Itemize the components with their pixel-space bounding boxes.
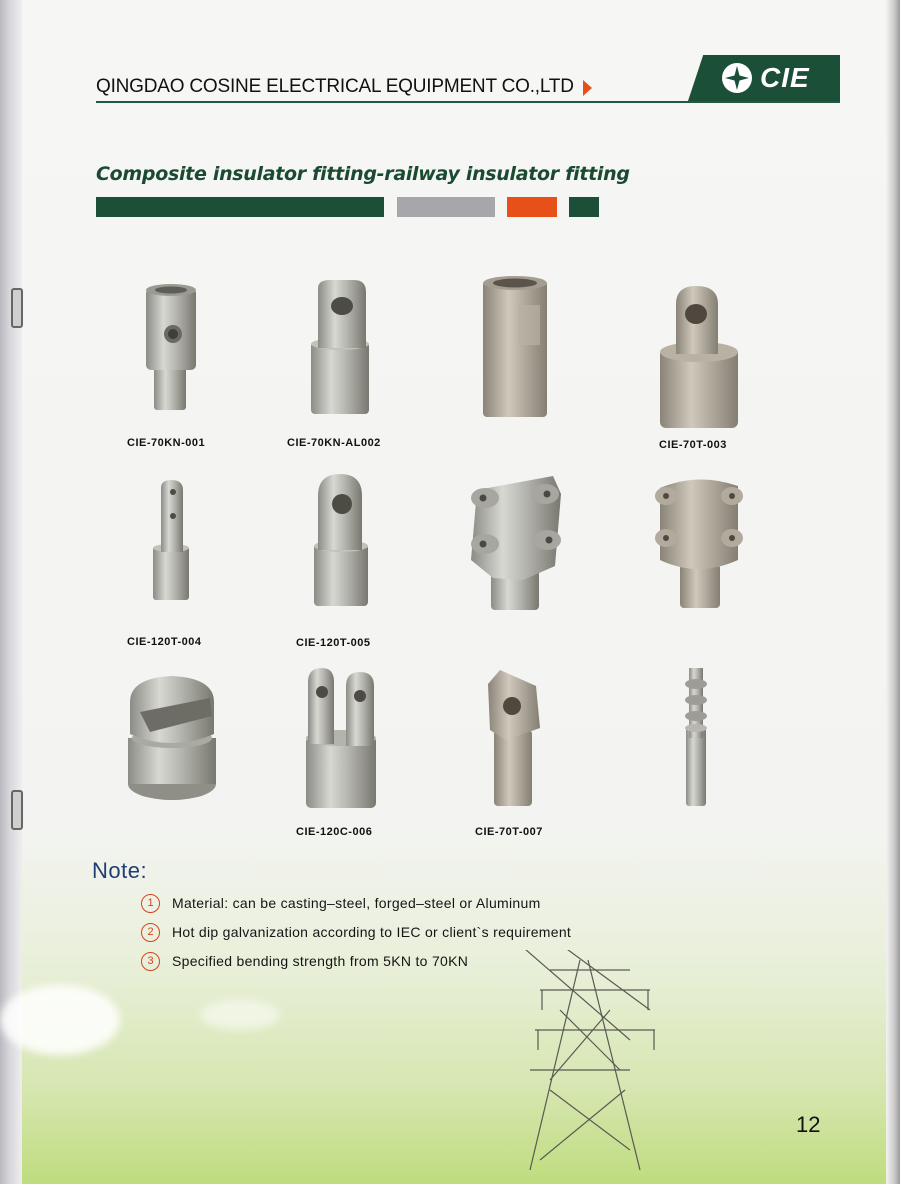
product-code: CIE-120C-006 xyxy=(296,826,373,838)
title-bar-gray xyxy=(397,197,495,217)
company-name: QINGDAO COSINE ELECTRICAL EQUIPMENT CO.,LTD xyxy=(96,76,574,97)
product-code: CIE-70KN-001 xyxy=(127,437,206,449)
circled-number-icon: 2 xyxy=(141,923,160,942)
staple-icon xyxy=(11,288,23,328)
arrow-icon xyxy=(583,80,592,96)
threaded-sleeve-icon xyxy=(480,275,550,421)
flat-tongue-fitting-icon xyxy=(151,478,191,602)
product-code: CIE-70T-003 xyxy=(659,439,727,451)
clevis-fork-icon xyxy=(302,666,378,810)
page-number: 12 xyxy=(796,1112,821,1137)
double-flange-fitting-icon xyxy=(463,470,565,612)
compass-star-icon xyxy=(722,63,752,93)
clevis-sleeve-icon xyxy=(140,282,204,412)
cloud-decoration xyxy=(200,1000,280,1030)
note-item: Material: can be casting–steel, forged–steel or Aluminum xyxy=(172,895,541,911)
product-code: CIE-120T-004 xyxy=(127,636,202,648)
product-code: CIE-120T-005 xyxy=(296,637,371,649)
cloud-decoration xyxy=(0,985,120,1055)
circled-number-icon: 1 xyxy=(141,894,160,913)
transmission-tower-icon xyxy=(480,950,680,1175)
eye-tongue-fitting-icon xyxy=(310,472,372,608)
product-code: CIE-70KN-AL002 xyxy=(287,437,381,449)
logo-text: CIE xyxy=(760,62,810,93)
slotted-cap-icon xyxy=(126,672,218,802)
circled-number-icon: 3 xyxy=(141,952,160,971)
eye-tongue-fitting-icon xyxy=(306,278,372,416)
eye-cap-fitting-icon xyxy=(656,282,742,432)
note-title: Note: xyxy=(92,858,148,883)
staple-icon xyxy=(11,790,23,830)
header-divider xyxy=(96,101,840,103)
page-edge xyxy=(886,0,900,1184)
title-bar-green xyxy=(96,197,384,217)
note-item: Hot dip galvanization according to IEC or client`s requirement xyxy=(172,924,572,940)
grooved-rod-icon xyxy=(681,666,711,808)
product-code: CIE-70T-007 xyxy=(475,826,543,838)
title-bar-orange xyxy=(507,197,557,217)
double-flange-fitting-icon xyxy=(652,472,744,610)
note-item: Specified bending strength from 5KN to 70KN xyxy=(172,953,469,969)
angled-tongue-fitting-icon xyxy=(486,668,542,808)
section-title: Composite insulator fitting-railway insulator fitting xyxy=(96,163,630,185)
title-bar-green-small xyxy=(569,197,599,217)
